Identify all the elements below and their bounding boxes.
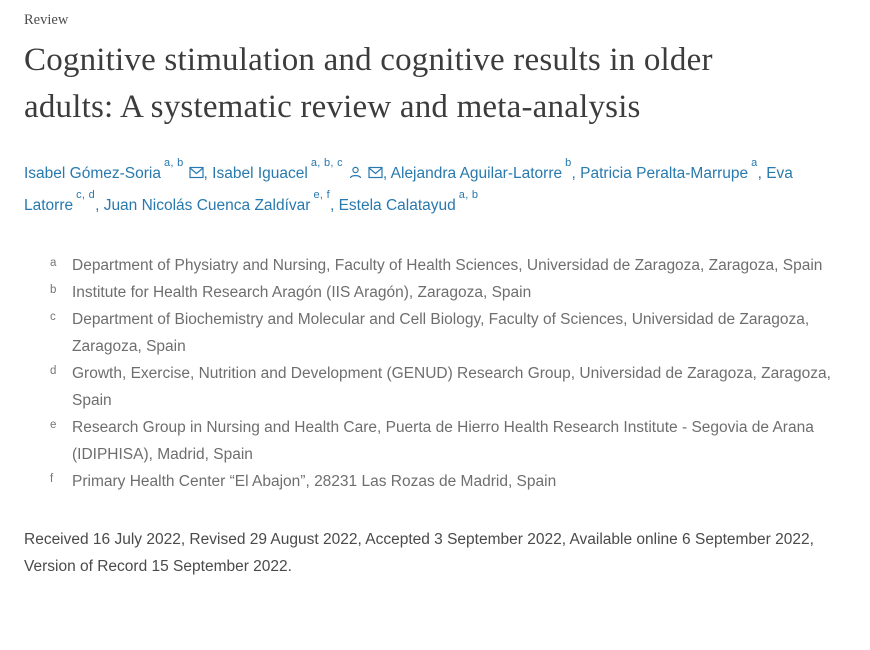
affiliation-text: Research Group in Nursing and Health Care, Puerta de Hierro Health Research Institute - Segovia de Arana (IDIPHISA), Madrid, Spain [72, 419, 814, 464]
affiliation-row [50, 306, 840, 360]
envelope-icon[interactable] [189, 161, 204, 188]
author-superscript: a, b, c [310, 157, 343, 169]
author-link[interactable]: Isabel Gómez-Soria$^{a, b}$ [24, 157, 184, 183]
affiliation-label: c [50, 311, 56, 324]
author-superscript: b [565, 157, 572, 169]
author-link[interactable]: Isabel Iguacel$^{a, b, c}$ [212, 157, 343, 183]
affiliation-list [50, 252, 840, 495]
affiliation-row [50, 360, 840, 414]
author-link[interactable]: Eva Latorre$^{c, d}$ [24, 165, 793, 215]
affiliation-text: Department of Biochemistry and Molecular and Cell Biology, Faculty of Sciences, Universidad de Zaragoza, Zaragoza, Spain [72, 311, 810, 356]
affiliation-row [50, 252, 840, 279]
author-separator: , [757, 165, 767, 183]
affiliation-row [50, 414, 840, 468]
affiliation-label: e [50, 419, 57, 432]
affiliation-row [50, 468, 840, 495]
affiliation-label: f [50, 473, 54, 486]
author-link[interactable]: Patricia Peralta-Marrupe$^a$ [580, 157, 758, 183]
affiliation-row [50, 279, 840, 306]
affiliation-text: Department of Physiatry and Nursing, Faculty of Health Sciences, Universidad de Zaragoza, Zaragoza, Spain [72, 257, 823, 275]
author-separator: , [329, 197, 339, 215]
author-list [24, 156, 834, 219]
author-superscript: a, b [163, 157, 184, 169]
author-superscript: a [751, 157, 758, 169]
article-title: Cognitive stimulation and cognitive results in older adults: A systematic review and meta-analysis [24, 42, 713, 125]
affiliation-label: b [50, 284, 57, 297]
author-separator: , [571, 165, 581, 183]
person-icon[interactable] [348, 161, 363, 188]
affiliation-label: a [50, 257, 57, 270]
envelope-icon[interactable] [368, 161, 383, 188]
affiliation-text: Primary Health Center “El Abajon”, 28231 Las Rozas de Madrid, Spain [72, 473, 557, 491]
author-separator: , [95, 197, 104, 215]
author-superscript: c, d [76, 189, 96, 202]
author-link[interactable]: Juan Nicolás Cuenca Zaldívar$^{e, f}$ [103, 189, 330, 215]
author-separator: , [203, 165, 213, 183]
author-link[interactable]: Alejandra Aguilar-Latorre$^b$ [390, 157, 572, 183]
author-separator: , [382, 165, 391, 183]
affiliation-text: Institute for Health Research Aragón (IIS Aragón), Zaragoza, Spain [72, 284, 532, 302]
author-superscript: e, f [313, 189, 330, 202]
author-superscript: a, b [458, 189, 479, 202]
affiliation-label: d [50, 365, 57, 378]
article-category-label: Review [24, 12, 69, 28]
author-link[interactable]: Estela Calatayud$^{a, b}$ [338, 189, 479, 215]
article-dates: Received 16 July 2022, Revised 29 August 2022, Accepted 3 September 2022, Available online 6 September 2022, Version of Record 15 September 2022. [24, 531, 814, 576]
affiliation-text: Growth, Exercise, Nutrition and Development (GENUD) Research Group, Universidad de Zaragoza, Zaragoza, Spain [72, 365, 831, 410]
